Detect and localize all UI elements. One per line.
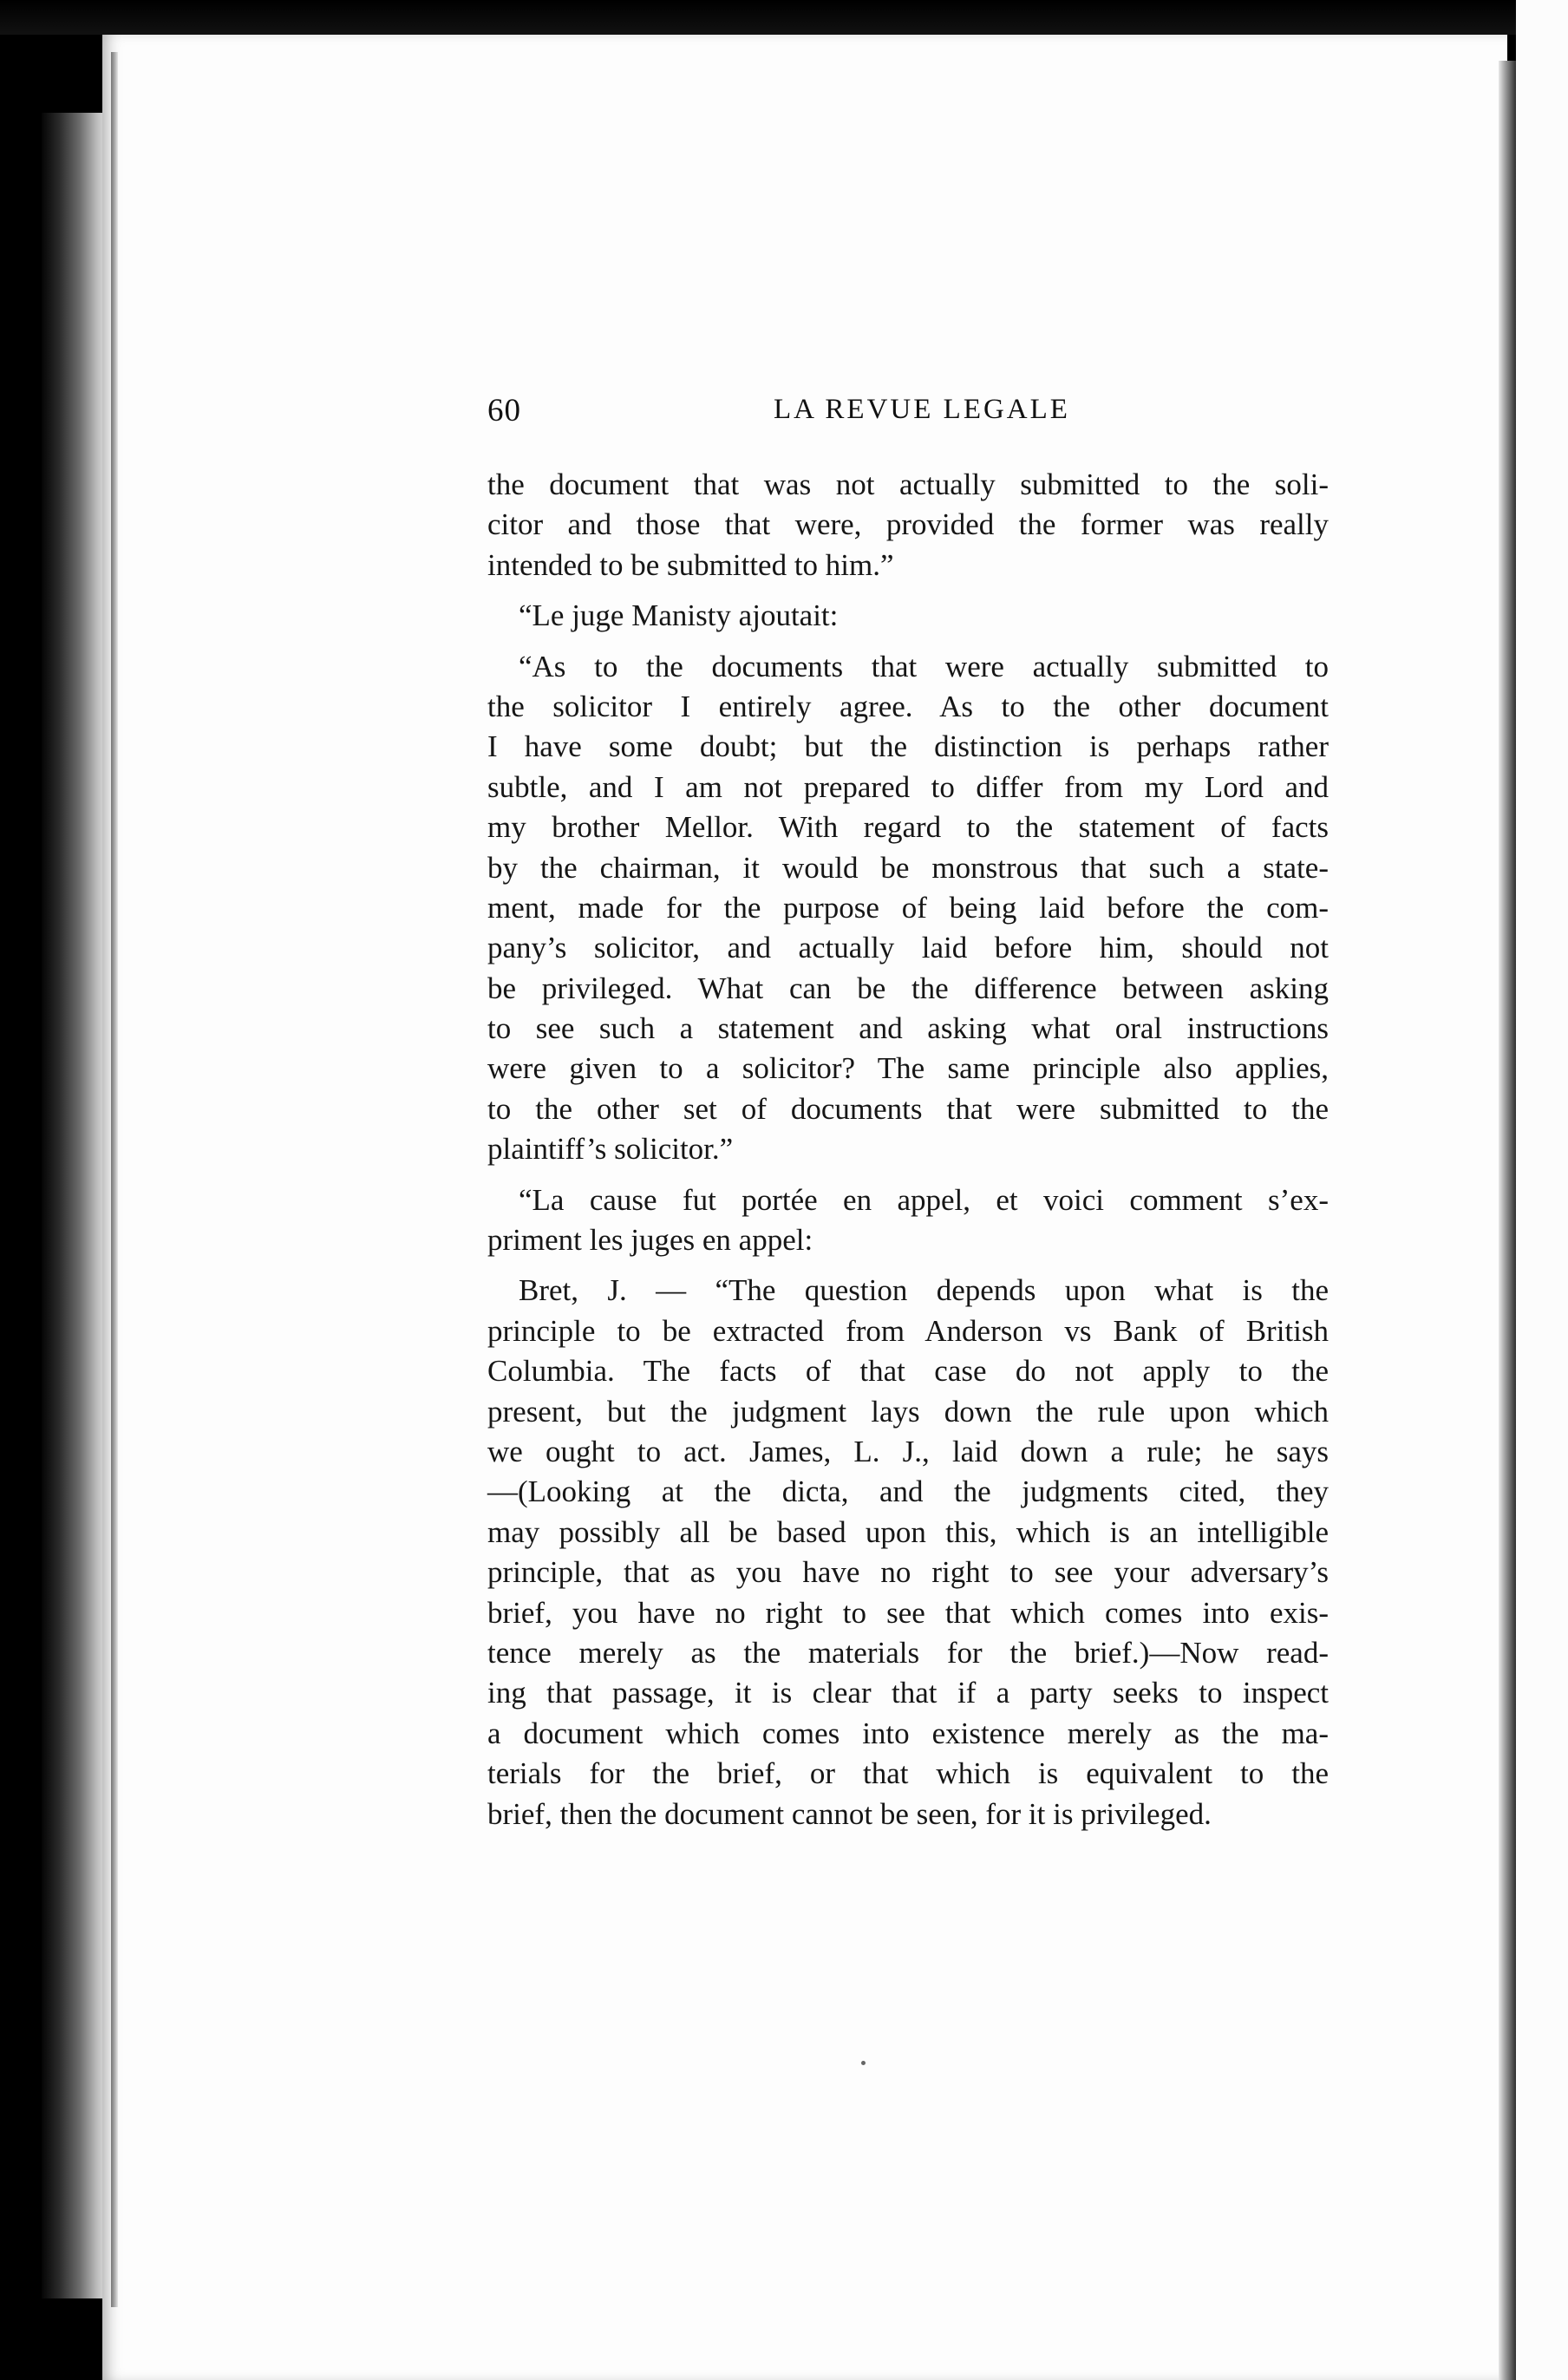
text-line: plaintiff’s solicitor.” [487, 1132, 734, 1167]
paragraph [487, 1271, 1329, 1834]
text-line: ment, made for the purpose of being laid before the com- [487, 890, 1329, 925]
text-line: “Le juge Manisty ajoutait: [519, 598, 839, 633]
paragraph [487, 647, 1329, 1170]
paragraph-gap [487, 585, 1329, 596]
page-edge [111, 52, 118, 2307]
text-line: were given to a solicitor? The same principle also applies, [487, 1051, 1329, 1086]
text-line: citor and those that were, provided the former was really [487, 507, 1329, 542]
scan-top-border [0, 0, 1568, 35]
text-line: pany’s solicitor, and actually laid before him, should not [487, 931, 1329, 965]
text-line: subtle, and I am not prepared to differ from my Lord and [487, 769, 1329, 804]
paragraph [487, 596, 1329, 636]
paragraph-gap [487, 1260, 1329, 1271]
text-line: terials for the brief, or that which is equivalent to the [487, 1756, 1329, 1791]
text-line: —(Looking at the dicta, and the judgments cited, they [487, 1474, 1329, 1509]
facing-page-edge [1499, 61, 1516, 2380]
scan-speck [861, 2061, 866, 2065]
text-line: by the chairman, it would be monstrous that such a state- [487, 850, 1329, 885]
text-line: present, but the judgment lays down the rule upon which [487, 1394, 1329, 1429]
text-line: the document that was not actually submitted to the soli- [487, 468, 1329, 501]
paragraph-gap [487, 1170, 1329, 1180]
text-line: principle, that as you have no right to see your adversary’s [487, 1555, 1329, 1590]
page-header [487, 392, 1329, 435]
text-line: to see such a statement and asking what oral instructions [487, 1011, 1329, 1046]
text-line: the solicitor I entirely agree. As to the other document [487, 689, 1329, 723]
paragraph-gap [487, 637, 1329, 647]
text-line: brief, you have no right to see that which comes into exis- [487, 1595, 1329, 1630]
text-line: Columbia. The facts of that case do not apply to the [487, 1354, 1329, 1389]
scan-binding-shadow [42, 113, 111, 2298]
running-title: LA REVUE LEGALE [774, 394, 1070, 425]
text-line: my brother Mellor. With regard to the statement of facts [487, 810, 1329, 845]
text-line: be privileged. What can be the difference between asking [487, 971, 1329, 1005]
text-line: “La cause fut portée en appel, et voici comment s’ex- [519, 1182, 1329, 1217]
text-line: “As to the documents that were actually submitted to [519, 649, 1329, 683]
text-line: we ought to act. James, L. J., laid down a rule; he says [487, 1434, 1329, 1468]
text-line: Bret, J. — “The question depends upon what is the [519, 1273, 1329, 1308]
text-line: intended to be submitted to him.” [487, 547, 894, 582]
text-line: ing that passage, it is clear that if a party seeks to inspect [487, 1676, 1329, 1710]
body-text [487, 465, 1329, 1834]
page-number: 60 [487, 393, 521, 428]
text-line: tence merely as the materials for the brief.)—Now read- [487, 1635, 1329, 1670]
text-line: a document which comes into existence merely as the ma- [487, 1716, 1329, 1750]
text-line: principle to be extracted from Anderson vs Bank of British [487, 1313, 1329, 1348]
text-line: I have some doubt; but the distinction is perhaps rather [487, 729, 1329, 764]
text-line: to the other set of documents that were submitted to the [487, 1091, 1329, 1126]
paragraph [487, 465, 1329, 585]
text-line: priment les juges en appel: [487, 1223, 813, 1258]
text-line: may possibly all be based upon this, which is an intelligible [487, 1514, 1329, 1549]
scan-right-margin [1516, 0, 1568, 2380]
paragraph [487, 1180, 1329, 1261]
text-line: brief, then the document cannot be seen, for it is privileged. [487, 1796, 1212, 1831]
